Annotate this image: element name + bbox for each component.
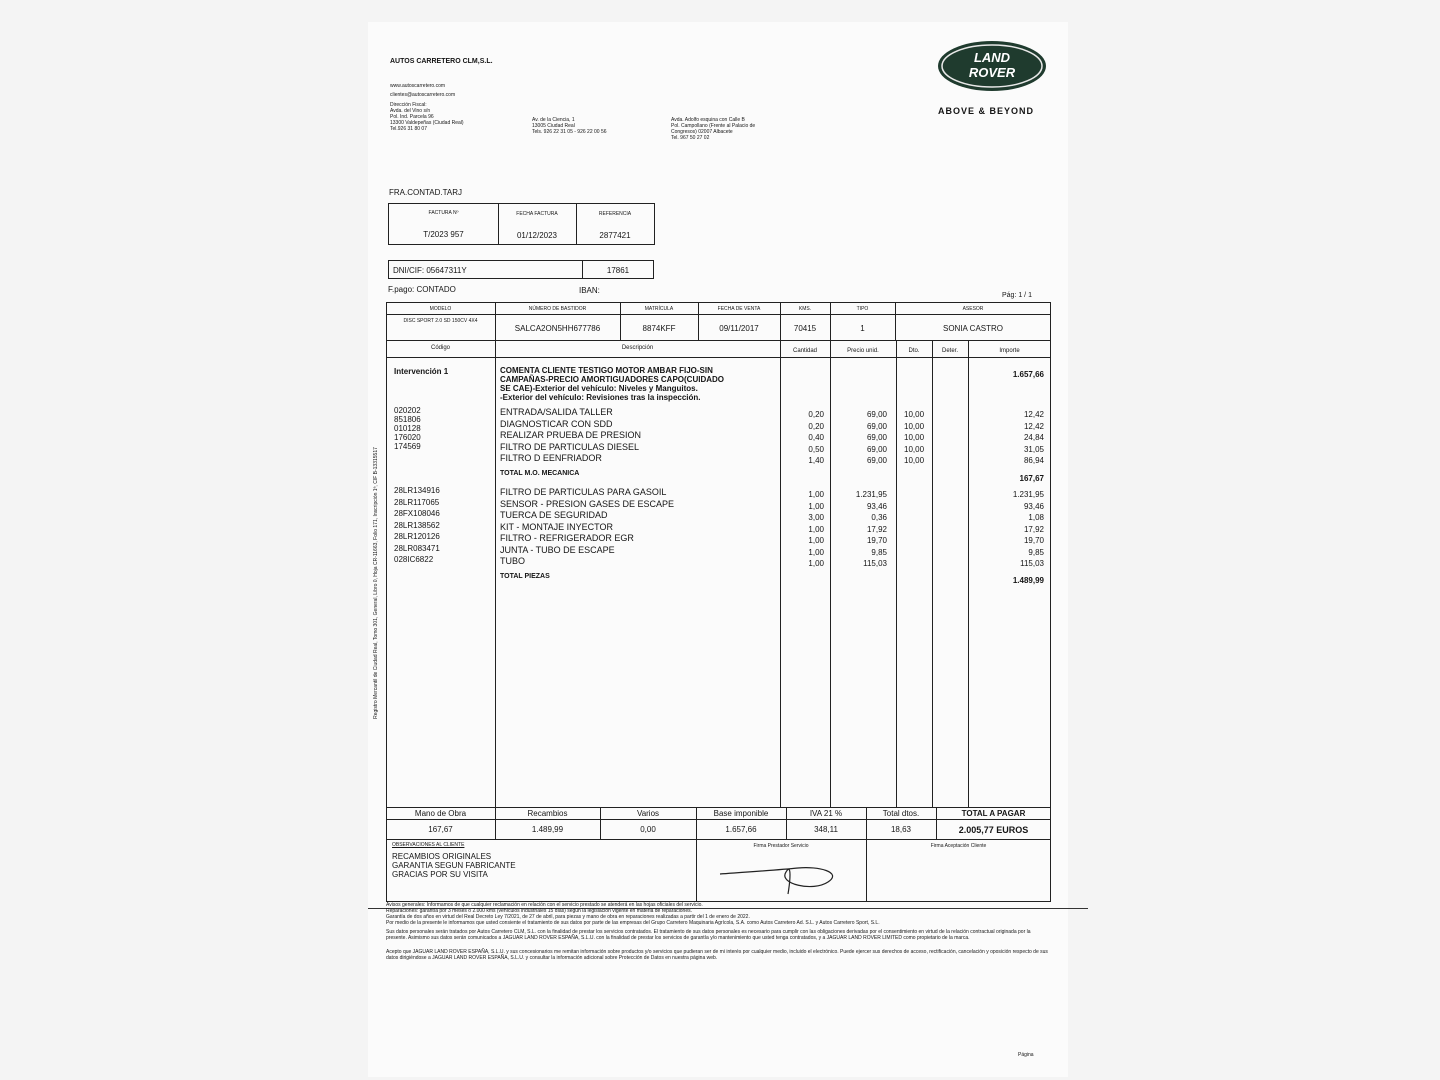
intervention-total: 1.657,66 (1012, 370, 1044, 379)
parts-total-label: TOTAL PIEZAS (500, 573, 550, 580)
part-amount: 93,46 (1023, 501, 1044, 511)
intervention-desc-line: -Exterior del vehículo: Revisiones tras la inspección. (500, 393, 701, 402)
intervention-desc-line: SE CAE)-Exterior del vehículo: Niveles y Manguitos. (500, 384, 698, 393)
labor-qty: 0,20 (808, 410, 824, 419)
client-number: 17861 (606, 266, 630, 275)
address-line: Congresos) 02007 Albacete (671, 129, 733, 135)
note-line: GARANTIA SEGUN FABRICANTE (392, 861, 516, 870)
signature-client-label: Firma Aceptación Cliente (930, 843, 987, 849)
part-desc: SENSOR - PRESION GASES DE ESCAPE (500, 498, 675, 509)
labor-discount: 10,00 (904, 410, 925, 419)
fiscal-line: Tel.926 31 80 07 (390, 126, 427, 132)
notes-lines (392, 852, 516, 879)
part-code: 28LR138562 (394, 520, 440, 530)
total-misc: 0,00 (640, 825, 656, 834)
col-header-code: Código (430, 345, 450, 351)
brand-tagline: ABOVE & BEYOND (938, 106, 1035, 116)
legal-paragraph: Garantía de dos años en virtud del Real Decreto Ley 7/2021, de 27 de abril, para piezas y mano de obra en reparaciones realizadas a partir del 1 de enero de 2022. (386, 914, 750, 920)
intervention-desc-line: CAMPAÑAS-PRECIO AMORTIGUADORES CAPO(CUIDADO (500, 375, 724, 384)
labor-qty: 1,40 (808, 456, 824, 465)
labor-qty: 0,50 (808, 444, 824, 454)
col-header-amount: Importe (999, 348, 1020, 354)
dni-cif: DNI/CIF: 05647311Y (393, 266, 467, 275)
labor-total: 167,67 (1019, 474, 1044, 483)
labor-code: 020202 (394, 406, 421, 415)
company-fiscal-address (390, 102, 464, 132)
part-amount: 115,03 (1020, 559, 1044, 568)
vehicle-kms: 70415 (793, 324, 817, 333)
vehicle-type: 1 (860, 324, 865, 333)
labor-prices (832, 409, 887, 467)
labor-desc: FILTRO D EENFRIADOR (500, 453, 602, 463)
address-line: Tel. 967 50 27 02 (671, 135, 710, 141)
address-line: Tels. 926 22 31 05 - 926 22 00 56 (532, 129, 607, 135)
part-code: 28LR083471 (394, 543, 440, 553)
labor-qty: 0,20 (808, 421, 824, 431)
totals-header-tax-base: Base imponible (713, 809, 769, 818)
note-line: RECAMBIOS ORIGINALES (392, 852, 492, 861)
part-amount: 1.231,95 (1012, 490, 1044, 499)
logo-text-rover: ROVER (968, 65, 1016, 80)
dni-box (388, 260, 654, 279)
part-price: 115,03 (863, 559, 887, 568)
labor-desc: DIAGNOSTICAR CON SDD (500, 418, 613, 429)
part-code: 028IC6822 (394, 555, 434, 564)
provider-signature (718, 852, 848, 897)
vehicle-model: DISC SPORT 2.0 SD 150CV 4X4 (403, 318, 478, 324)
labor-amount: 31,05 (1023, 444, 1044, 454)
company-email: clientes@autoscarretero.com (390, 92, 456, 98)
parts-amounts (968, 489, 1044, 570)
vehicle-advisor: SONIA CASTRO (942, 324, 1003, 333)
total-tax-base: 1.657,66 (725, 825, 757, 834)
total-labor: 167,67 (428, 825, 453, 834)
invoice-reference: 2877421 (599, 231, 631, 240)
company-address-albacete (671, 117, 755, 141)
company-address-ciudad-real (532, 117, 607, 135)
invoice-header-box (388, 203, 655, 245)
vehicle-header-vin: NÚMERO DE BASTIDOR (528, 306, 587, 312)
labor-code: 010128 (394, 424, 421, 433)
part-desc: FILTRO - REFRIGERADOR EGR (500, 533, 634, 543)
invoice-number-label: FACTURA Nº (428, 210, 459, 216)
vehicle-header-advisor: ASESOR (962, 306, 984, 312)
parts-quantities (782, 489, 824, 570)
part-qty: 1,00 (808, 501, 824, 511)
part-qty: 3,00 (808, 513, 824, 522)
registry-side-text: Registro Mercantil de Ciudad Real, Tomo 301, General, Libro 0, Hoja CR-11663, Folio 171, Inscripción 1ª, CIF B-13315517 (373, 447, 379, 719)
vehicle-header-model: MODELO (429, 306, 452, 312)
totals-header-discounts: Total dtos. (882, 809, 920, 818)
labor-desc: FILTRO DE PARTICULAS DIESEL (500, 441, 640, 452)
fiscal-line: Dirección Fiscal: (390, 102, 427, 108)
part-qty: 1,00 (808, 547, 824, 557)
invoice-date-label: FECHA FACTURA (516, 211, 558, 217)
totals-header-grand-total: TOTAL A PAGAR (961, 809, 1026, 818)
total-vat: 348,11 (814, 825, 838, 834)
signature-provider-label: Firma Prestador Servicio (753, 843, 809, 849)
part-amount: 9,85 (1028, 547, 1044, 557)
part-qty: 1,00 (808, 524, 824, 534)
parts-prices (832, 489, 887, 570)
part-amount: 17,92 (1023, 524, 1044, 534)
note-line: GRACIAS POR SU VISITA (392, 870, 488, 879)
col-header-deter: Deter. (941, 348, 958, 354)
labor-descriptions (500, 407, 641, 465)
address-line: 13005 Ciudad Real (532, 123, 575, 129)
labor-discounts (904, 409, 924, 467)
address-line: Av. de la Ciencia, 1 (532, 117, 575, 123)
vehicle-header-plate: MATRÍCULA (644, 306, 674, 312)
part-qty: 1,00 (808, 490, 824, 499)
totals-header-parts: Recambios (527, 809, 568, 818)
iban-label: IBAN: (579, 286, 600, 295)
part-qty: 1,00 (808, 559, 824, 568)
labor-amount: 12,42 (1023, 410, 1044, 419)
labor-total-label: TOTAL M.O. MECANICA (500, 470, 580, 477)
part-code: 28LR120126 (394, 532, 440, 541)
parts-codes (394, 485, 440, 566)
part-desc: TUERCA DE SEGURIDAD (500, 510, 608, 520)
labor-desc: REALIZAR PRUEBA DE PRESION (500, 430, 642, 440)
labor-discount: 10,00 (904, 444, 925, 454)
invoice-sheet (368, 22, 1068, 1077)
labor-amounts (968, 409, 1044, 467)
legal-paragraph: Acepto que JAGUAR LAND ROVER ESPAÑA, S.L.U. y sus concesionarios me remitan información sobre productos y/o servicios que pudieran ser de mi interés por cualquier medio, incluido el electrónico. Puede ejercer sus derechos de acceso, rectificación, cancelación y oposición respecto de sus datos dirigiéndose a JAGUAR LAND ROVER ESPAÑA, S.L.U. y consultar la información adicional sobre Protección de Datos en nuestra página web. (386, 949, 1048, 961)
intervention-label: Intervención 1 (394, 367, 449, 376)
part-price: 17,92 (866, 524, 887, 534)
intervention-description (500, 366, 724, 402)
vehicle-plate: 8874KFF (642, 324, 676, 333)
part-price: 93,46 (866, 501, 887, 511)
col-header-description: Descripción (621, 345, 654, 351)
part-code: 28FX108046 (394, 509, 440, 518)
payment-method: F.pago: CONTADO (388, 285, 456, 294)
labor-code: 176020 (394, 433, 421, 442)
fiscal-line: Avda. del Vino s/n (390, 108, 431, 114)
signature-stroke (720, 868, 833, 894)
col-header-unit-price: Precio unid. (847, 348, 879, 354)
vehicle-header-sale-date: FECHA DE VENTA (717, 306, 761, 312)
fiscal-line: Pol. Ind. Parcela 96 (390, 114, 434, 120)
parts-descriptions (500, 487, 674, 568)
part-desc: FILTRO DE PARTICULAS PARA GASOIL (500, 487, 667, 497)
company-web: www.autoscarretero.com (390, 83, 446, 89)
labor-discount: 10,00 (904, 456, 925, 465)
land-rover-logo (936, 40, 1050, 108)
legal-paragraph: Avisos generales: Informamos de que cualquier reclamación en relación con el servicio prestado se atenderá en las hojas oficiales del servicio. (386, 902, 703, 908)
labor-codes (394, 406, 421, 451)
labor-price: 69,00 (866, 410, 887, 419)
part-price: 1.231,95 (855, 490, 887, 499)
part-amount: 19,70 (1023, 536, 1044, 545)
part-price: 0,36 (871, 513, 887, 522)
fiscal-line: 13300 Valdepeñas (Ciudad Real) (390, 120, 464, 126)
vehicle-vin: SALCA2ON5HH677786 (514, 324, 601, 333)
notes-title: OBSERVACIONES AL CLIENTE (392, 842, 465, 848)
labor-price: 69,00 (866, 433, 887, 442)
invoice-date: 01/12/2023 (516, 231, 558, 240)
totals-header-labor: Mano de Obra (414, 809, 467, 818)
company-name: AUTOS CARRETERO CLM,S.L. (390, 58, 493, 65)
total-parts: 1.489,99 (531, 825, 564, 834)
part-qty: 1,00 (808, 536, 824, 545)
invoice-ref-label: REFERENCIA (598, 211, 632, 217)
totals-header-misc: Varios (636, 809, 660, 818)
address-line: Pol. Campollano (Frente al Palacio de (671, 123, 756, 129)
legal-text (386, 902, 1051, 961)
part-desc: KIT - MONTAJE INYECTOR (500, 521, 614, 532)
labor-amount: 12,42 (1023, 421, 1044, 431)
col-header-discount: Dto. (908, 348, 920, 354)
address-line: Avda. Adolfo esquina con Calle B (671, 117, 745, 123)
col-header-quantity: Cantidad (792, 348, 818, 354)
labor-price: 69,00 (866, 444, 887, 454)
grand-total: 2.005,77 EUROS (958, 825, 1029, 835)
labor-discount: 10,00 (904, 433, 925, 442)
logo-text-land: LAND (973, 50, 1011, 65)
legal-paragraph: Sus datos personales serán tratados por Autos Carretero CLM, S.L. con la finalidad de prestar los servicios contratados. El tratamiento de sus datos personales es necesario para cumplir con las obligaciones derivadas por el consentimiento en virtud de la relación contractual originada por la presente. Asimismo sus datos serán comunicados a JAGUAR LAND ROVER ESPAÑA, S.L.U. con la finalidad de prestar los servicios de garantía y/o mantenimiento que usted tenga contratados, y a JAGUAR LAND ROVER LIMITED como propietario de la marca. (386, 929, 1031, 941)
labor-price: 69,00 (866, 456, 887, 465)
invoice-type: FRA.CONTAD.TARJ (389, 188, 463, 197)
page-number: Pág: 1 / 1 (1002, 292, 1032, 299)
total-discounts: 18,63 (890, 825, 912, 834)
labor-discount: 10,00 (904, 421, 925, 431)
part-desc: TUBO (500, 556, 526, 566)
vehicle-header-type: TIPO (856, 306, 869, 312)
part-amount: 1,08 (1028, 513, 1044, 522)
labor-amount: 24,84 (1023, 433, 1044, 442)
vehicle-header-kms: KMS. (798, 306, 812, 312)
labor-code: 851806 (394, 415, 421, 424)
part-price: 19,70 (866, 536, 887, 545)
intervention-desc-line: COMENTA CLIENTE TESTIGO MOTOR AMBAR FIJO-SIN (500, 366, 713, 375)
legal-tail: Página (1018, 1052, 1034, 1058)
part-code: 28LR134916 (394, 486, 440, 495)
parts-total: 1.489,99 (1012, 576, 1044, 585)
labor-desc: ENTRADA/SALIDA TALLER (500, 407, 613, 417)
labor-amount: 86,94 (1023, 456, 1044, 465)
labor-qty: 0,40 (808, 433, 824, 442)
totals-header-vat: IVA 21 % (809, 809, 843, 818)
part-desc: JUNTA - TUBO DE ESCAPE (500, 544, 615, 555)
legal-paragraph: Por medio de la presente le informamos que usted consiente el tratamiento de sus datos por parte de las empresas del Grupo Carretero Maquinaria Agrícola, S.A. como Autos Carretero Ad. S.L. y Autos Carretero Sport, S.L. (386, 920, 880, 926)
part-price: 9,85 (871, 547, 887, 557)
part-code: 28LR117065 (394, 497, 440, 507)
labor-price: 69,00 (866, 421, 887, 431)
labor-quantities (782, 409, 824, 467)
legal-paragraph: Reparaciones: garantía por 3 meses o 2.000 kms (vehículos industriales 15 días) según la legislación vigente en materia de reparaciones. (386, 908, 693, 914)
labor-code: 174569 (394, 442, 421, 451)
vehicle-sale-date: 09/11/2017 (719, 324, 759, 333)
invoice-number: T/2023 957 (423, 230, 464, 239)
